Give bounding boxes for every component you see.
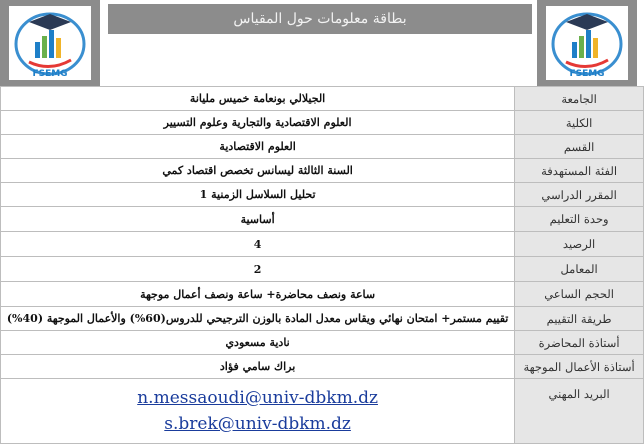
university-logo-icon xyxy=(9,6,91,80)
hours-value: ساعة ونصف محاضرة+ ساعة ونصف أعمال موجهة xyxy=(1,282,515,307)
coefficient-value: 2 xyxy=(1,257,515,282)
table-row xyxy=(1,207,644,232)
lecture-teacher-label: أستاذة المحاضرة xyxy=(515,331,644,355)
university-value: الجيلالي بونعامة خميس مليانة xyxy=(1,87,515,111)
svg-text:FSEMG: FSEMG xyxy=(32,69,68,79)
table-row xyxy=(1,232,644,257)
credits-label: الرصيد xyxy=(515,232,644,257)
right-logo-frame xyxy=(537,0,637,86)
table-row xyxy=(1,183,644,207)
teaching-unit-label: وحدة التعليم xyxy=(515,207,644,232)
faculty-label: الكلية xyxy=(515,111,644,135)
teaching-unit-value: أساسية xyxy=(1,207,515,232)
email-link[interactable]: s.brek@univ-dbkm.dz xyxy=(164,414,351,434)
left-logo-frame xyxy=(0,0,100,86)
lecture-teacher-value: نادية مسعودي xyxy=(1,331,515,355)
table-row xyxy=(1,159,644,183)
coefficient-label: المعامل xyxy=(515,257,644,282)
table-row xyxy=(1,282,644,307)
email-link[interactable]: n.messaoudi@univ-dbkm.dz xyxy=(137,388,378,408)
table-row xyxy=(1,111,644,135)
table-row xyxy=(1,379,644,444)
university-logo-icon xyxy=(546,6,628,80)
evaluation-label: طريقة التقييم xyxy=(515,307,644,331)
email-cell xyxy=(1,379,515,444)
hours-label: الحجم الساعي xyxy=(515,282,644,307)
svg-text:FSEMG: FSEMG xyxy=(569,69,605,79)
faculty-value: العلوم الاقتصادية والتجارية وعلوم التسيير xyxy=(1,111,515,135)
tutorial-teacher-label: أستاذة الأعمال الموجهة xyxy=(515,355,644,379)
course-value: تحليل السلاسل الزمنية 1 xyxy=(1,183,515,207)
card-title: بطاقة معلومات حول المقياس xyxy=(108,4,532,34)
evaluation-value: تقييم مستمر+ امتحان نهائي ويقاس معدل المادة بالوزن الترجيحي للدروس(60%) والأعمال الموجهة (40%) xyxy=(1,307,515,331)
table-row xyxy=(1,355,644,379)
target-audience-label: الفئة المستهدفة xyxy=(515,159,644,183)
table-row xyxy=(1,331,644,355)
target-audience-value: السنة الثالثة ليسانس تخصص اقتصاد كمي xyxy=(1,159,515,183)
course-info-table xyxy=(0,86,644,444)
table-row xyxy=(1,87,644,111)
department-value: العلوم الاقتصادية xyxy=(1,135,515,159)
email-label: البريد المهني xyxy=(515,379,644,444)
university-label: الجامعة xyxy=(515,87,644,111)
tutorial-teacher-value: براك سامي فؤاد xyxy=(1,355,515,379)
table-row xyxy=(1,307,644,331)
table-row xyxy=(1,135,644,159)
table-row xyxy=(1,257,644,282)
course-label: المقرر الدراسي xyxy=(515,183,644,207)
credits-value: 4 xyxy=(1,232,515,257)
department-label: القسم xyxy=(515,135,644,159)
